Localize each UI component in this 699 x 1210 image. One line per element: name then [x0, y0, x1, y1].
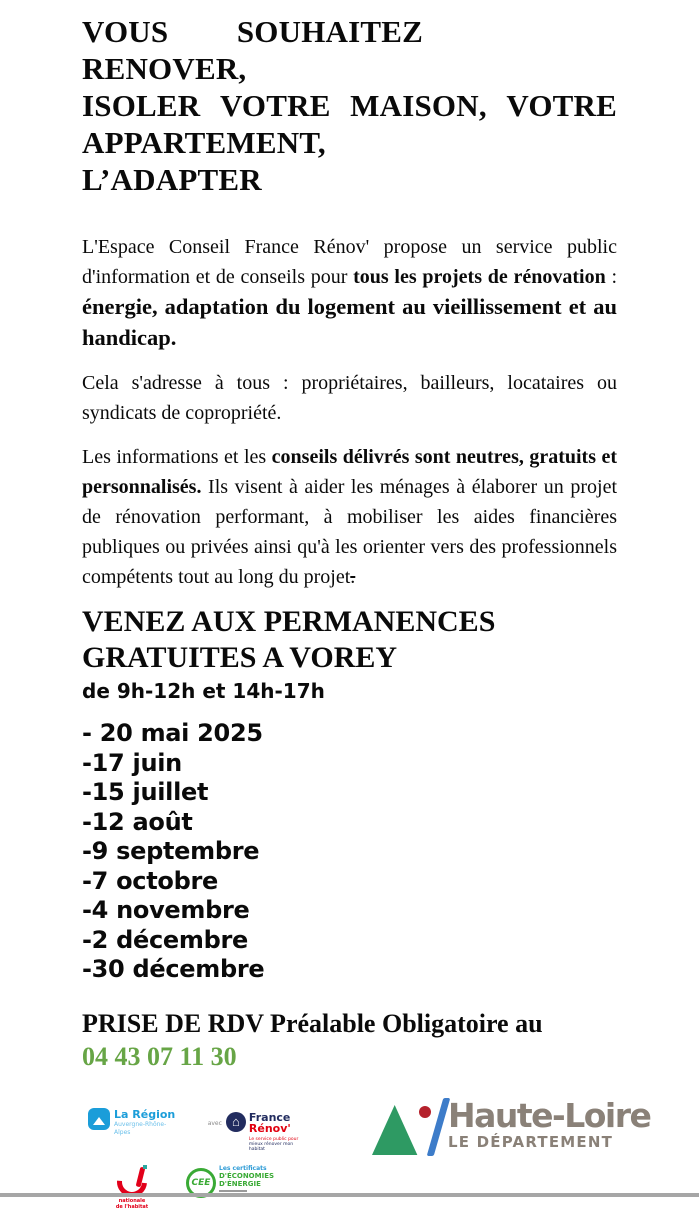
france-renov-house-icon: ⌂	[226, 1112, 246, 1132]
date-item: -2 décembre	[82, 925, 248, 954]
intro-colon: :	[605, 266, 617, 288]
title-word: VOTRE	[219, 88, 331, 123]
haute-loire-dot-icon	[419, 1106, 431, 1118]
date-item: - 20 mai 2025	[82, 719, 263, 747]
paragraph-audience: Cela s'adresse à tous : propriétaires, bailleurs, locataires ou syndicats de copropriété.	[82, 372, 617, 424]
cee-smallprint-bar	[219, 1190, 247, 1192]
haute-loire-name: Haute-Loire	[448, 1096, 651, 1135]
date-item: -12 août	[82, 807, 193, 836]
dates-list	[82, 719, 617, 985]
title-line-5: L’ADAPTER	[82, 162, 262, 197]
avec-label: avec	[207, 1120, 222, 1127]
haute-loire-subtitle: LE DÉPARTEMENT	[448, 1133, 614, 1151]
cee-line-3: D'ÉNERGIE	[219, 1180, 261, 1188]
haute-loire-logo-icon	[372, 1098, 446, 1160]
bottom-page-rule	[0, 1193, 699, 1197]
haute-loire-logo	[372, 1098, 650, 1160]
permanences-heading-line-2: GRATUITES A VOREY	[82, 641, 398, 674]
permanences-heading	[82, 604, 617, 676]
date-item: -17 juin	[82, 748, 182, 777]
haute-loire-text	[448, 1098, 650, 1150]
haute-loire-triangle-icon	[372, 1105, 426, 1155]
title-line-2: RENOVER,	[82, 51, 247, 86]
france-renov-tagline-1: Le service public pour	[248, 1137, 299, 1142]
haute-loire-slash-icon	[427, 1098, 451, 1156]
date-item: -15 juillet	[82, 778, 209, 806]
title-line-4: APPARTEMENT,	[82, 125, 326, 160]
permanences-heading-line-1: VENEZ AUX PERMANENCES	[82, 605, 496, 638]
region-name: La Région	[114, 1108, 176, 1121]
title-word: ISOLER	[82, 88, 201, 123]
title-word: SOUHAITEZ	[236, 14, 423, 49]
date-item: -9 septembre	[82, 837, 260, 865]
anah-logo	[104, 1165, 160, 1210]
info-text-2: Ils visent à aider les ménages à élaborer un projet de rénovation performant, à mobiliser les aides financières publiques ou privées ainsi qu'à les orienter vers des professionnels compétents tout au long du projet	[82, 476, 617, 588]
paragraph-intro	[82, 232, 617, 354]
info-struck-period: .	[350, 566, 356, 588]
cee-badge-icon: CEE	[186, 1168, 216, 1198]
title-word: VOUS	[82, 14, 169, 49]
info-text: Les informations et les	[82, 446, 272, 468]
rdv-block	[82, 1007, 617, 1073]
title-word: VOTRE	[506, 88, 617, 123]
info-bold-neutral: conseils délivrés sont neutres, gratuits et personnalisés.	[82, 446, 618, 498]
cee-line-1: Les certificats	[219, 1165, 267, 1172]
permanences-hours: de 9h-12h et 14h-17h	[82, 679, 325, 703]
date-item: -4 novembre	[82, 896, 250, 924]
anah-ribbon-icon	[117, 1165, 147, 1191]
france-renov-logo	[226, 1112, 308, 1152]
partner-logos-row-1	[88, 1108, 308, 1152]
title-line-3	[82, 87, 617, 124]
region-logo-text	[114, 1108, 180, 1137]
paragraph-info	[82, 442, 617, 592]
france-renov-name-1: France	[248, 1111, 291, 1124]
france-renov-name-2: Rénov'	[248, 1122, 291, 1135]
partner-logos-row-2	[104, 1165, 308, 1210]
intro-bold-energy: énergie, adaptation du logement au vieillissement et au handicap.	[82, 294, 617, 350]
cee-line-2: D'ÉCONOMIES	[219, 1172, 275, 1180]
intro-text: L'Espace Conseil France Rénov' propose un service public d'information et de conseils pour	[82, 236, 617, 288]
page-title	[82, 13, 617, 198]
phone-number: 04 43 07 11 30	[82, 1041, 237, 1071]
anah-text: nationale de l'habitat	[115, 1198, 149, 1210]
region-logo-icon	[88, 1108, 110, 1130]
region-auvergne-rhone-alpes-logo	[88, 1108, 180, 1137]
france-renov-text	[249, 1112, 308, 1152]
intro-bold-projects: tous les projets de rénovation	[353, 266, 606, 288]
title-line-1	[82, 13, 423, 50]
france-renov-tagline-2: mieux rénover mon habitat	[248, 1142, 294, 1152]
region-subname: Auvergne-Rhône-Alpes	[114, 1121, 167, 1136]
date-item: -7 octobre	[82, 866, 218, 895]
rdv-text: PRISE DE RDV Préalable Obligatoire au	[82, 1008, 543, 1038]
title-word: MAISON,	[350, 88, 487, 123]
date-item: -30 décembre	[82, 955, 265, 983]
